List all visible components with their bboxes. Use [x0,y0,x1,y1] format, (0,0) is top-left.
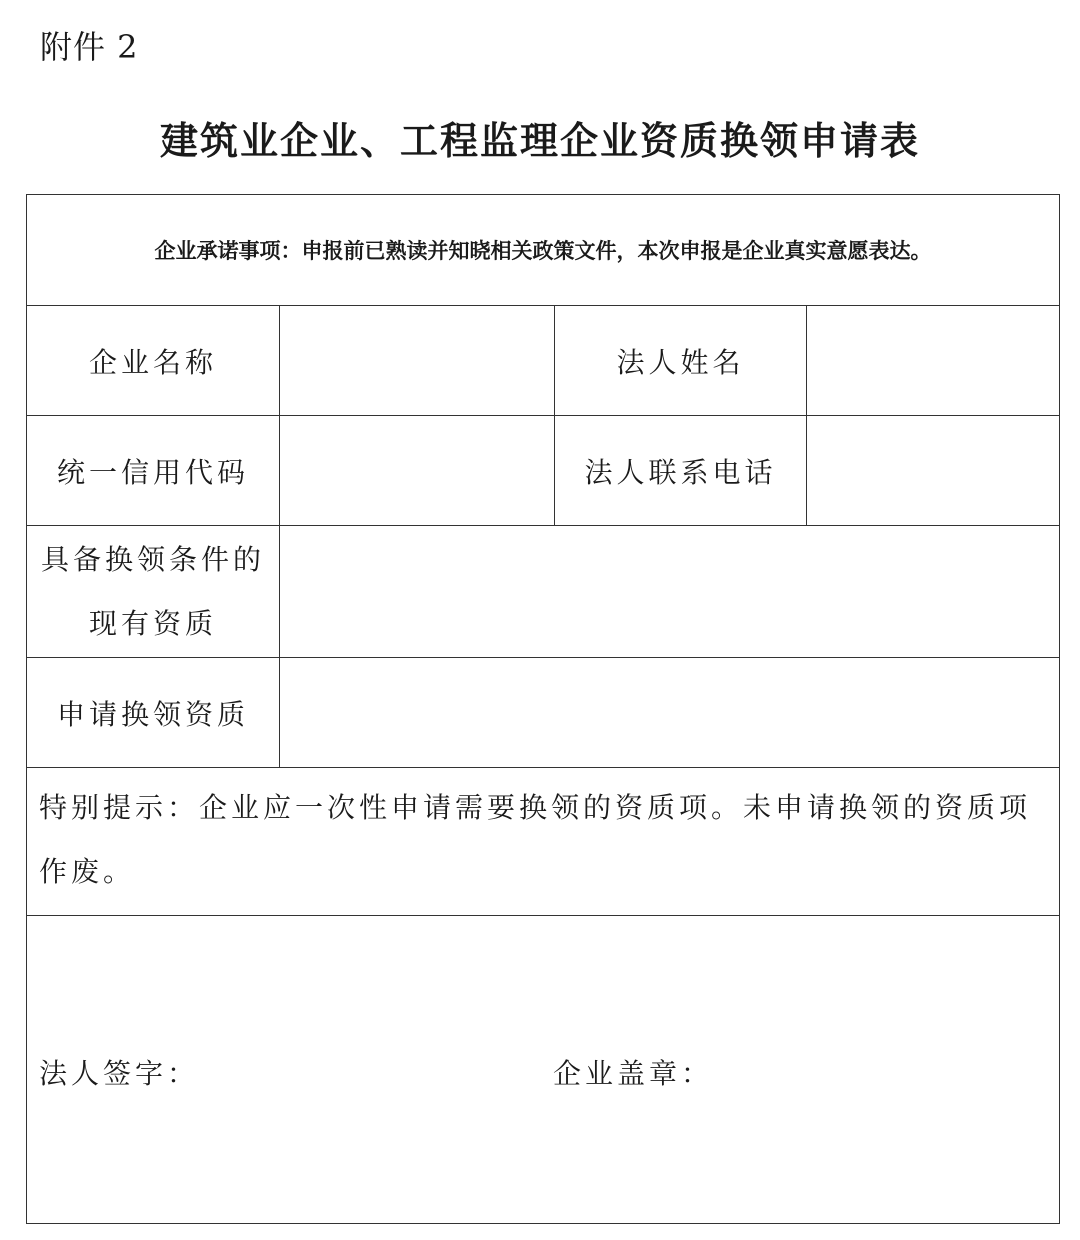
current-qualification-label [27,526,280,658]
pledge-statement: 企业承诺事项：申报前已熟读并知晓相关政策文件，本次申报是企业真实意愿表达。 [27,195,1060,306]
seal-label: 企业盖章： [553,1057,714,1090]
current-qualification-label-line1: 具备换领条件的 [40,542,265,576]
legal-rep-phone-field[interactable] [807,416,1060,526]
credit-code-field[interactable] [280,416,555,526]
signature-label: 法人签字： [39,1057,200,1090]
application-form-table [26,194,1060,1224]
special-note: 特别提示：企业应一次性申请需要换领的资质项。未申请换领的资质项作废。 [27,768,1060,916]
legal-rep-name-field[interactable] [807,306,1060,416]
signature-area[interactable] [27,916,1060,1224]
attachment-label: 附件 2 [40,28,139,66]
page-title: 建筑业企业、工程监理企业资质换领申请表 [159,119,920,163]
current-qualification-label-line2: 现有资质 [88,606,217,640]
apply-qualification-label: 申请换领资质 [27,658,280,768]
legal-rep-name-label: 法人姓名 [555,306,807,416]
legal-rep-phone-label: 法人联系电话 [555,416,807,526]
company-name-field[interactable] [280,306,555,416]
current-qualification-field[interactable] [280,526,1060,658]
company-name-label: 企业名称 [27,306,280,416]
apply-qualification-field[interactable] [280,658,1060,768]
credit-code-label: 统一信用代码 [27,416,280,526]
